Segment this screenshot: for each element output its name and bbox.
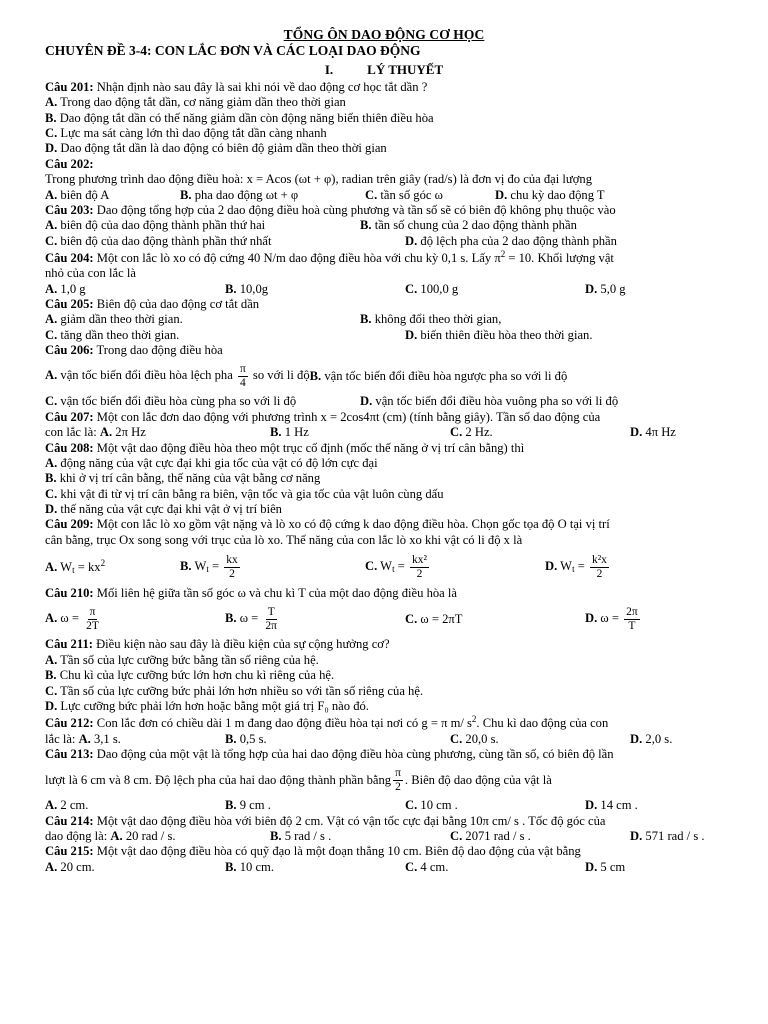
option-d xyxy=(405,328,593,343)
question-label: Câu 215: xyxy=(45,844,94,859)
fraction xyxy=(590,554,609,580)
text-span: B. xyxy=(45,668,57,683)
text-span: A. xyxy=(45,859,58,874)
text-span: biến thiên điều hòa theo thời gian. xyxy=(417,327,593,342)
text-span: A. xyxy=(45,95,58,110)
option-d xyxy=(585,606,642,632)
question-text: Nhận định nào sau đây là sai khi nói về dao động cơ học tắt dần ? xyxy=(93,80,428,94)
text-span: con lắc là: xyxy=(45,425,97,440)
text-span: cân bằng, trục Ox song song với trục của lò xo. Thế năng của con lắc lò xo khi vật có li độ x là xyxy=(45,532,523,547)
text-span: B. xyxy=(225,798,237,813)
text-span: 20,0 s. xyxy=(462,731,499,746)
option-c xyxy=(450,829,630,844)
text-span: Trong dao động tắt dần, cơ năng giảm dần theo thời gian xyxy=(57,95,346,110)
text-span: vận tốc biến đổi điều hòa ngược pha so với li độ xyxy=(321,368,568,383)
option-b xyxy=(225,606,405,632)
text-span: vận tốc biến đổi điều hòa cùng pha so với li độ xyxy=(57,394,297,409)
option-d xyxy=(585,798,638,813)
text-span: C. xyxy=(450,425,463,440)
text-span: A. xyxy=(78,731,91,746)
option-d xyxy=(405,234,617,249)
text-span: A. xyxy=(45,611,58,626)
text-span: A. xyxy=(45,455,58,470)
text-span: 9 cm . xyxy=(236,798,271,813)
text-span: D. xyxy=(495,187,508,202)
question-text: Trong phương trình dao động điều hoà: x = Acos (ωt + φ), radian trên giây (rad/s) là đơn vị đo của đại lượng xyxy=(45,172,592,187)
text-span: Một con lắc lò xo gồm vật nặng và lò xo có độ cứng k dao động điều hòa. Chọn gốc tọa độ O tại vị trí xyxy=(93,517,610,532)
text-span: Lực cưỡng bức phải lớn hơn hoặc bằng một giá trị F₀ nào đó. xyxy=(57,698,369,713)
text-span: không đổi theo thời gian, xyxy=(371,312,502,327)
text-span: 2π xyxy=(265,619,277,632)
section-number: I. xyxy=(324,62,334,77)
text-span: ω = 2πT xyxy=(420,611,463,626)
text-span: 2 xyxy=(229,567,235,580)
option-d xyxy=(585,282,626,297)
text-span: T xyxy=(267,606,275,619)
option-b xyxy=(270,829,450,844)
text-span: ω = xyxy=(600,611,619,626)
text-span: 10,0g xyxy=(236,281,269,296)
option-d xyxy=(630,829,705,844)
text-span: = kx xyxy=(74,560,101,575)
text-span: π xyxy=(395,767,401,780)
text-span: C. xyxy=(405,798,418,813)
text-span: 2T xyxy=(86,619,99,632)
question-label: Câu 209: xyxy=(45,517,94,532)
question-label: Câu 201: xyxy=(45,80,94,94)
option-b: B. $W_t$ = $\frac{kx}{2}$ xyxy=(180,553,238,580)
option-b xyxy=(45,668,735,683)
option-a xyxy=(110,829,175,843)
text-span: động năng của vật cực đại khi gia tốc của vật có độ lớn cực đại xyxy=(57,455,378,470)
text-span: pha dao động ωt + φ xyxy=(191,187,299,202)
text-span: khi vật đi từ vị trí cân bằng ra biên, vận tốc và gia tốc của vật luôn cùng dấu xyxy=(57,486,444,501)
text-span: lượt là 6 cm và 8 cm. Độ lệch pha của hai dao động thành phần bằng xyxy=(45,772,392,787)
option-a xyxy=(100,425,146,439)
fraction xyxy=(410,554,429,580)
question-label: Câu 213: xyxy=(45,746,94,761)
text-span: C. xyxy=(405,281,418,296)
text-span: C. xyxy=(405,611,418,626)
text-span: A. xyxy=(45,281,58,296)
text-span: C. xyxy=(45,394,58,409)
question-209 xyxy=(45,517,735,586)
text-span: vận tốc biến đổi điều hòa lệch pha xyxy=(57,368,236,383)
question-207 xyxy=(45,410,735,441)
question-label: Câu 210: xyxy=(45,586,94,601)
option-a xyxy=(45,653,735,668)
document-title: TỔNG ÔN DAO ĐỘNG CƠ HỌC xyxy=(283,27,485,42)
option-a xyxy=(45,606,225,632)
text-span: t xyxy=(206,563,209,574)
text-span: 2,0 s. xyxy=(642,731,673,746)
text-span: 1,0 g xyxy=(57,281,86,296)
text-span: Dao động của một vật là tổng hợp của hai dao động điều hòa cùng phương, cùng tần số, có biên độ lần xyxy=(93,746,614,761)
text-span: A. xyxy=(45,560,58,575)
text-span: π xyxy=(89,606,96,619)
text-span: độ lệch pha của 2 dao động thành phần xyxy=(417,233,617,248)
text-span: W xyxy=(60,560,73,575)
text-span: C. xyxy=(405,859,418,874)
option-d xyxy=(45,502,735,517)
option-b xyxy=(45,111,735,126)
text-span: 3,1 s. xyxy=(90,731,121,746)
question-label: Câu 207: xyxy=(45,409,94,424)
question-label: Câu 205: xyxy=(45,297,94,312)
option-d xyxy=(495,188,605,203)
question-label: Câu 211: xyxy=(45,637,93,652)
text-span: Mối liên hệ giữa tần số góc ω và chu kì T của một dao động điều hòa là xyxy=(93,586,457,601)
text-span: 2 xyxy=(596,567,603,580)
question-list xyxy=(45,80,735,875)
text-span: Chu kì của lực cưỡng bức lớn hơn chu kì riêng của hệ. xyxy=(56,668,335,683)
question-208 xyxy=(45,441,735,518)
text-span: Tần số của lực cưỡng bức bằng tần số riêng của hệ. xyxy=(57,652,319,667)
question-212 xyxy=(45,714,735,747)
text-span: 5 cm xyxy=(597,859,626,874)
option-b xyxy=(225,798,405,813)
text-span: C. xyxy=(450,829,463,844)
option-c xyxy=(365,188,495,203)
question-label: Câu 208: xyxy=(45,440,94,455)
fraction xyxy=(393,767,403,793)
text-span: B. xyxy=(45,110,57,125)
text-span: so với li độ xyxy=(249,368,310,383)
text-span: 2 cm. xyxy=(57,798,89,813)
option-b xyxy=(45,471,735,486)
option-a xyxy=(45,95,735,110)
text-span: D. xyxy=(360,394,373,409)
option-c xyxy=(405,860,585,875)
text-span: Một con lắc lò xo có độ cứng 40 N/m dao động điều hòa với chu kỳ 0,1 s. Lấy π xyxy=(93,250,501,265)
option-a xyxy=(79,732,121,746)
text-span: B. xyxy=(45,471,57,486)
option-d xyxy=(45,141,735,156)
options-row xyxy=(45,188,735,203)
question-206 xyxy=(45,343,735,410)
text-span: A. xyxy=(45,312,58,327)
option-d: D. $W_t$ = $\frac{\text{k²x}}{2}$ xyxy=(545,553,607,580)
text-span: D. xyxy=(585,859,598,874)
text-span: D. xyxy=(630,829,643,844)
option-d xyxy=(585,860,625,875)
option-b xyxy=(180,188,365,203)
text-span: 5 rad / s . xyxy=(281,829,332,844)
question-202 xyxy=(45,157,735,203)
text-span: D. xyxy=(585,798,598,813)
option-b xyxy=(225,732,450,747)
text-span: W xyxy=(194,558,207,573)
text-span: 5,0 g xyxy=(597,281,626,296)
text-span: B. xyxy=(225,281,237,296)
text-span: t xyxy=(392,563,395,574)
text-span: C. xyxy=(45,126,58,141)
text-span: D. xyxy=(405,327,418,342)
text-span: t xyxy=(72,565,75,576)
chapter-subtitle: CHUYÊN ĐỀ 3-4: CON LẮC ĐƠN VÀ CÁC LOẠI DAO ĐỘNG xyxy=(45,43,421,58)
text-span: 20 rad / s. xyxy=(122,829,176,844)
question-210 xyxy=(45,586,735,637)
option-c xyxy=(405,282,585,297)
text-span: C. xyxy=(45,683,58,698)
text-span: B. xyxy=(180,187,192,202)
text-span: biên độ A xyxy=(57,187,110,202)
text-span: 2π Hz xyxy=(112,425,146,440)
text-span: D. xyxy=(405,233,418,248)
text-span: tần số góc ω xyxy=(377,187,443,202)
text-span: Dao động tắt dần là dao động có biên độ giảm dần theo thời gian xyxy=(57,141,387,156)
option-d xyxy=(630,425,676,440)
option-b xyxy=(310,369,568,384)
text-span: vận tốc biến đổi điều hòa vuông pha so với li độ xyxy=(372,394,619,409)
option-c xyxy=(45,394,360,409)
fraction xyxy=(238,363,248,389)
option-b xyxy=(270,425,450,440)
text-span: B. xyxy=(309,368,322,383)
text-span: lắc là: xyxy=(45,731,76,746)
text-span: W xyxy=(380,558,393,573)
text-span: Một con lắc đơn dao động với phương trình x = 2cos4πt (cm) (tính bằng giây). Tần số dao động của xyxy=(93,409,601,424)
text-span: 4π Hz xyxy=(642,425,676,440)
question-label: Câu 212: xyxy=(45,716,94,731)
question-203 xyxy=(45,203,735,249)
question-201 xyxy=(45,80,735,157)
text-span: = 10. Khối lượng vật xyxy=(505,250,614,265)
option-a xyxy=(45,363,310,389)
option-c: C. $W_t$ = $\frac{\text{kx²}}{2}$ xyxy=(365,553,427,580)
text-span: 2 xyxy=(395,780,401,793)
text-span: Một vật dao động điều hòa theo một trục cố định (mốc thế năng ở vị trí cân bằng) thì xyxy=(93,440,525,455)
text-span: kx² xyxy=(411,553,427,566)
text-span: nhỏ của con lắc là xyxy=(45,266,136,281)
option-a xyxy=(45,798,225,813)
text-span: B. xyxy=(225,611,237,626)
text-span: tăng dần theo thời gian. xyxy=(57,327,180,342)
question-label: Câu 214: xyxy=(45,813,94,828)
option-c xyxy=(450,425,630,440)
option-a xyxy=(45,188,180,203)
text-span: ω = xyxy=(60,611,79,626)
section-heading xyxy=(0,62,768,78)
text-span: C. xyxy=(365,558,378,573)
question-label: Câu 206: xyxy=(45,343,94,358)
text-span: D. xyxy=(545,558,558,573)
question-215 xyxy=(45,844,735,875)
text-span: thế năng của vật cực đại khi vật ở vị trí biên xyxy=(57,501,282,516)
text-span: 1 Hz xyxy=(281,425,309,440)
option-a xyxy=(45,456,735,471)
text-span: Biên độ của dao động cơ tắt dần xyxy=(93,297,260,312)
option-a xyxy=(45,282,225,297)
option-b xyxy=(360,218,577,233)
text-span: 20 cm. xyxy=(57,859,95,874)
text-span: ω = xyxy=(239,611,259,626)
question-label: Câu 203: xyxy=(45,202,94,217)
section-title: LÝ THUYẾT xyxy=(367,62,444,77)
text-span: T xyxy=(628,619,636,632)
option-a xyxy=(45,312,360,327)
fraction xyxy=(624,606,640,632)
text-span: Lực ma sát càng lớn thì dao động tắt dần càng nhanh xyxy=(57,126,327,141)
question-text: Dao động tổng hợp của 2 dao động điều hoà cùng phương và tần số sẽ có biên độ không phụ thuộc vào xyxy=(93,202,616,217)
text-span: kx xyxy=(226,553,238,566)
text-span: 2 xyxy=(416,567,423,580)
text-span: D. xyxy=(45,501,58,516)
text-span: A. xyxy=(45,218,58,233)
text-span: 2 Hz. xyxy=(462,425,493,440)
text-span: 2π xyxy=(626,606,638,619)
text-span: D. xyxy=(630,425,643,440)
text-span: D. xyxy=(630,731,643,746)
text-span: C. xyxy=(45,327,58,342)
text-span: 2 xyxy=(100,558,106,569)
text-span: B. xyxy=(180,558,192,573)
option-d xyxy=(45,699,735,714)
option-c xyxy=(45,684,735,699)
text-span: C. xyxy=(45,486,58,501)
option-c xyxy=(45,126,735,141)
text-span: C. xyxy=(450,731,463,746)
option-b xyxy=(225,282,405,297)
text-span: biên độ của dao động thành phần thứ hai xyxy=(57,218,266,233)
option-c xyxy=(45,234,405,249)
text-span: 4 cm. xyxy=(417,859,449,874)
text-span: Một vật dao động điều hòa với biên độ 2 cm. Vật có vận tốc cực đại bằng 10π cm/ s . Tốc độ góc của xyxy=(93,813,606,828)
text-span: Dao động tắt dần có thế năng giảm dần còn động năng biến thiên điều hòa xyxy=(56,110,434,125)
fraction xyxy=(263,606,279,632)
text-span: giảm dần theo thời gian. xyxy=(57,312,183,327)
text-span: D. xyxy=(45,141,58,156)
text-span: B. xyxy=(360,218,372,233)
option-a xyxy=(45,860,225,875)
text-span: biên độ của dao động thành phần thứ nhất xyxy=(57,233,272,248)
question-213 xyxy=(45,747,735,814)
text-span: 10 cm . xyxy=(417,798,458,813)
text-span: 2 xyxy=(471,714,477,725)
text-span: Con lắc đơn có chiều dài 1 m đang dao động điều hòa tại nơi có g = π m/ s xyxy=(93,716,472,731)
text-span: W xyxy=(560,558,573,573)
option-b xyxy=(360,312,501,327)
text-span: 4 xyxy=(240,376,246,389)
text-span: Điều kiện nào sau đây là điều kiện của sự cộng hưởng cơ? xyxy=(92,637,390,652)
text-span: B. xyxy=(270,425,282,440)
fraction xyxy=(224,554,240,580)
text-span: 2 xyxy=(500,248,506,259)
question-label: Câu 202: xyxy=(45,156,94,171)
text-span: 2071 rad / s . xyxy=(462,829,531,844)
text-span: 14 cm . xyxy=(597,798,638,813)
option-c xyxy=(45,328,405,343)
text-span: . Biên độ dao động của vật là xyxy=(404,772,552,787)
text-span: D. xyxy=(585,281,598,296)
text-span: A. xyxy=(99,425,113,440)
text-span: 0,5 s. xyxy=(236,731,267,746)
option-c xyxy=(45,487,735,502)
text-span: k²x xyxy=(591,553,607,566)
text-span: A. xyxy=(110,829,123,844)
text-span: 100,0 g xyxy=(417,281,459,296)
text-span: B. xyxy=(225,731,237,746)
text-span: chu kỳ dao động T xyxy=(507,187,605,202)
text-span: A. xyxy=(45,368,58,383)
question-214 xyxy=(45,814,735,845)
text-span: A. xyxy=(45,187,58,202)
fraction xyxy=(84,606,101,632)
option-a xyxy=(45,558,180,576)
option-d xyxy=(630,732,672,747)
text-span: tần số chung của 2 dao động thành phần xyxy=(371,218,577,233)
option-d xyxy=(360,394,618,409)
text-span: Một vật dao động điều hòa có quỹ đạo là một đoạn thẳng 10 cm. Biên độ dao động của vật bằng xyxy=(93,844,581,859)
text-span: . Chu kì dao động của con xyxy=(476,716,609,731)
text-span: C. xyxy=(365,187,378,202)
text-span: D. xyxy=(585,611,598,626)
question-211 xyxy=(45,637,735,714)
text-span: 10 cm. xyxy=(236,859,274,874)
option-c xyxy=(405,798,585,813)
text-span: D. xyxy=(45,698,58,713)
option-c xyxy=(450,732,630,747)
text-span: B. xyxy=(225,859,237,874)
text-span: A. xyxy=(45,652,58,667)
option-c xyxy=(405,612,585,627)
text-span: Tần số của lực cưỡng bức phải lớn hơn nhiều so với tần số riêng của hệ. xyxy=(57,683,424,698)
question-204 xyxy=(45,249,735,297)
text-span: khi ở vị trí cân bằng, thế năng của vật bằng cơ năng xyxy=(56,471,321,486)
text-span: π xyxy=(239,363,246,376)
question-label: Câu 204: xyxy=(45,250,94,265)
text-span: Trong dao động điều hòa xyxy=(93,343,223,358)
text-span: C. xyxy=(45,233,58,248)
text-span: t xyxy=(572,563,575,574)
text-span: B. xyxy=(360,312,372,327)
text-span: 571 rad / s . xyxy=(642,829,705,844)
text-span: B. xyxy=(270,829,282,844)
text-span: A. xyxy=(45,798,58,813)
text-span: dao động là: xyxy=(45,829,108,844)
option-b xyxy=(225,860,405,875)
question-205 xyxy=(45,297,735,343)
option-a xyxy=(45,218,360,233)
